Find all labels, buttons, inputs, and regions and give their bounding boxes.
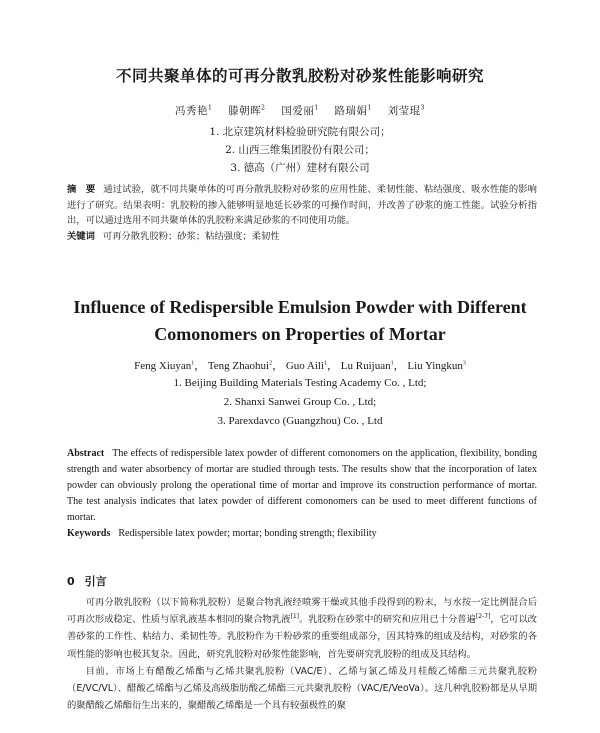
- body-paragraph: 目前，市场上有醋酸乙烯酯与乙烯共聚乳胶粉（VAC/E）、乙烯与氯乙烯及月桂酸乙烯酯三元共聚乳胶粉（E/VC/VL）、醋酸乙烯酯与乙烯及高级脂肪酸乙烯酯三元共聚乳胶粉（VAC/E/VeoVa）。这几种乳胶粉都是从早期的聚醋酸乙烯酯衍生出来的，聚醋酸乙烯酯是一个具有较强极性的聚: [67, 665, 537, 712]
- english-authors: [0, 357, 600, 373]
- citation: [1]: [290, 613, 299, 621]
- chinese-abstract-text: 通过试验，就不同共聚单体的可再分散乳胶粉对砂浆的应用性能、柔韧性能、粘结强度、吸水性能的影响进行了研究。结果表明：乳胶粉的掺入能够明显地延长砂浆的可操作时间，并改善了砂浆的施工性能。试验分析指出，可以通过选用不同共聚单体的乳胶粉来满足砂浆的不同使用功能。: [67, 184, 537, 226]
- english-abstract: [67, 446, 537, 542]
- english-author: Feng Xiuyan$^1$，: [134, 360, 206, 372]
- english-affiliation: 2. Shanxi Sanwei Group Co. , Ltd;: [223, 396, 377, 408]
- chinese-affiliation: 2. 山西三维集团股份有限公司；: [225, 144, 375, 156]
- body-text: [67, 594, 537, 714]
- english-affiliation: 1. Beijing Building Materials Testing Academy Co. , Ltd;: [173, 377, 427, 389]
- chinese-author: 滕朝晖$^2$: [228, 104, 266, 117]
- citation: [2-7]: [475, 613, 491, 621]
- chinese-title: 不同共聚单体的可再分散乳胶粉对砂浆性能影响研究: [115, 67, 484, 85]
- chinese-author: 冯秀艳$^1$: [174, 104, 213, 117]
- english-author: Teng Zhaohui$^2$，: [207, 360, 284, 372]
- chinese-abstract-label: 摘 要: [67, 184, 96, 195]
- english-title-line: Comonomers on Properties of Mortar: [154, 324, 446, 344]
- chinese-author: 国爱丽$^1$: [281, 104, 319, 117]
- english-keywords-text: Redispersible latex powder; mortar; bonding strength; flexibility: [118, 528, 377, 539]
- chinese-abstract: [67, 182, 537, 244]
- english-title-line: Influence of Redispersible Emulsion Powder with Different: [73, 297, 527, 317]
- chinese-affiliation: 1. 北京建筑材料检验研究院有限公司；: [209, 126, 391, 138]
- chinese-keywords-text: 可再分散乳胶粉；砂浆；粘结强度；柔韧性: [102, 230, 280, 242]
- section-number: 0: [67, 575, 75, 588]
- english-abstract-label: Abstract: [67, 448, 105, 459]
- english-title: [0, 294, 600, 348]
- chinese-affiliation: 3. 德高（广州）建材有限公司: [230, 162, 370, 174]
- section-heading: [67, 573, 107, 589]
- chinese-author: 刘莹琨$^3$: [387, 104, 425, 117]
- section-title: 引言: [84, 575, 107, 588]
- english-abstract-text: The effects of redispersible latex powder of different comonomers on the application, flexibility, bonding strength and water absorbency of mortar are studied through tests. The results show that the incorporation of latex powder can obviously prolong the operational time of mortar and improve its construction performance of mortar. The test analysis indicates that latex powder of different comonomers can be used to meet different functions of mortar.: [67, 448, 537, 523]
- english-keywords-label: Keywords: [67, 528, 111, 539]
- english-author: Guo Aili$^1$，: [285, 360, 339, 372]
- chinese-author: 路瑞娟$^1$: [334, 104, 372, 117]
- body-paragraph: 可再分散乳胶粉（以下简称乳胶粉）是聚合物乳液经喷雾干燥或其他手段得到的粉末，与水按一定比例混合后可再次形成稳定、性质与原乳液基本相同的聚合物乳液[1]。乳胶粉在砂浆中的研究和应用已十分普遍[2-7]，它可以改善砂浆的工作性、粘结力、柔韧性等。乳胶粉作为干粉砂浆的重要组成部分，因其特殊的组成及结构，对砂浆的各项性能的影响也极其复杂。因此，研究乳胶粉对砂浆性能影响，首先要研究乳胶粉的组成及其结构。: [67, 597, 537, 660]
- english-author: Liu Yingkun$^3$: [407, 360, 466, 372]
- chinese-authors: [0, 103, 600, 118]
- chinese-keywords-label: 关键词: [67, 230, 95, 242]
- english-affiliation: 3. Parexdavco (Guangzhou) Co. , Ltd: [217, 415, 383, 427]
- english-author: Lu Ruijuan$^1$，: [340, 360, 405, 372]
